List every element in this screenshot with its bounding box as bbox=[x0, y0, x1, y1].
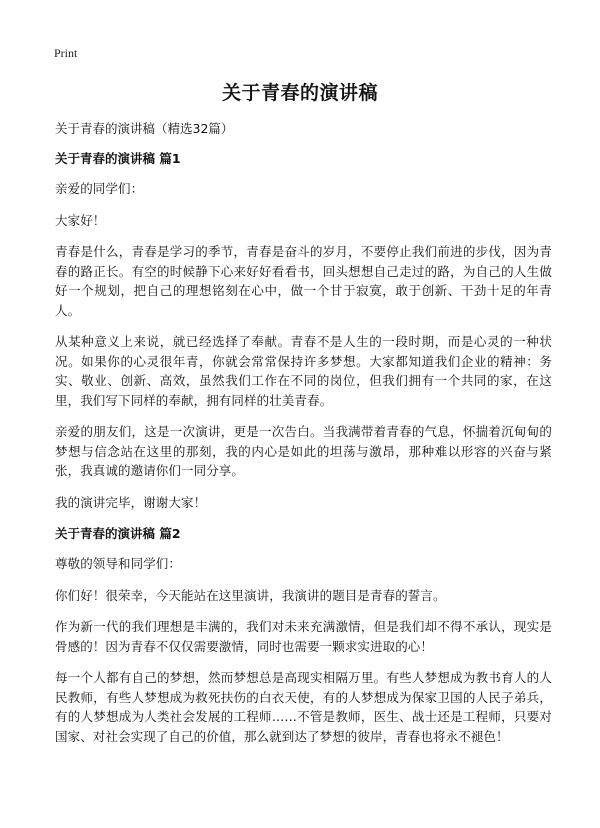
paragraph: 我的演讲完毕，谢谢大家！ bbox=[55, 494, 207, 510]
speech-section-2 bbox=[55, 524, 552, 746]
document-subtitle: 关于青春的演讲稿（精选32篇） bbox=[55, 121, 234, 136]
paragraph: 亲爱的同学们： bbox=[55, 181, 144, 196]
paragraph: 你们好！很荣幸，今天能站在这里演讲，我演讲的题目是青春的誓言。 bbox=[55, 587, 446, 603]
paragraph: 大家好！ bbox=[55, 212, 106, 228]
section-heading: 关于青春的演讲稿 篇2 bbox=[55, 526, 181, 541]
section-heading: 关于青春的演讲稿 篇1 bbox=[55, 151, 181, 166]
document-body bbox=[55, 119, 552, 758]
paragraph: 每一个人都有自己的梦想，然而梦想总是高现实相隔万里。有些人梦想成为教书育人的人民教师，有些人梦想成为救死扶伤的白衣天使，有的人梦想成为保家卫国的人民子弟兵，有的人梦想成为人类社会发展的工程师……不管是教师，医生、战士还是工程师，只要对国家、对社会实现了自己的价值，那么就到达了梦想的彼岸，青春也将永不褪色！ bbox=[55, 670, 552, 744]
paragraph: 从某种意义上来说，就已经选择了奉献。青春不是人生的一段时期，而是心灵的一种状况。如果你的心灵很年青，你就会常常保持许多梦想。大家都知道我们企业的精神：务实、敬业、创新、高效，虽然我们工作在不同的岗位，但我们拥有一个共同的家，在这里，我们写下同样的奉献，拥有同样的壮美青春。 bbox=[55, 334, 552, 408]
speech-section-1 bbox=[55, 149, 552, 512]
paragraph: 尊敬的领导和同学们： bbox=[55, 556, 182, 571]
print-link[interactable]: Print bbox=[54, 46, 78, 60]
paragraph: 作为新一代的我们理想是丰满的，我们对未来充满激情，但是我们却不得不承认，现实是骨感的！因为青春不仅仅需要激情，同时也需要一颗求实进取的心！ bbox=[55, 619, 552, 654]
paragraph: 亲爱的朋友们，这是一次演讲，更是一次告白。当我满带着青春的气息，怀揣着沉甸甸的梦想与信念站在这里的那刻，我的内心是如此的坦荡与激昂，那种难以形容的兴奋与紧张，我真诚的邀请你们一同分享。 bbox=[55, 424, 552, 478]
paragraph: 青春是什么，青春是学习的季节，青春是奋斗的岁月，不要停止我们前进的步伐，因为青春的路正长。有空的时候静下心来好好看看书，回头想想自己走过的路，为自己的人生做好一个规划，把自己的理想铭刻在心中，做一个甘于寂寞，敢于创新、干劲十足的年青人。 bbox=[55, 244, 552, 318]
page-title: 关于青春的演讲稿 bbox=[221, 82, 378, 104]
